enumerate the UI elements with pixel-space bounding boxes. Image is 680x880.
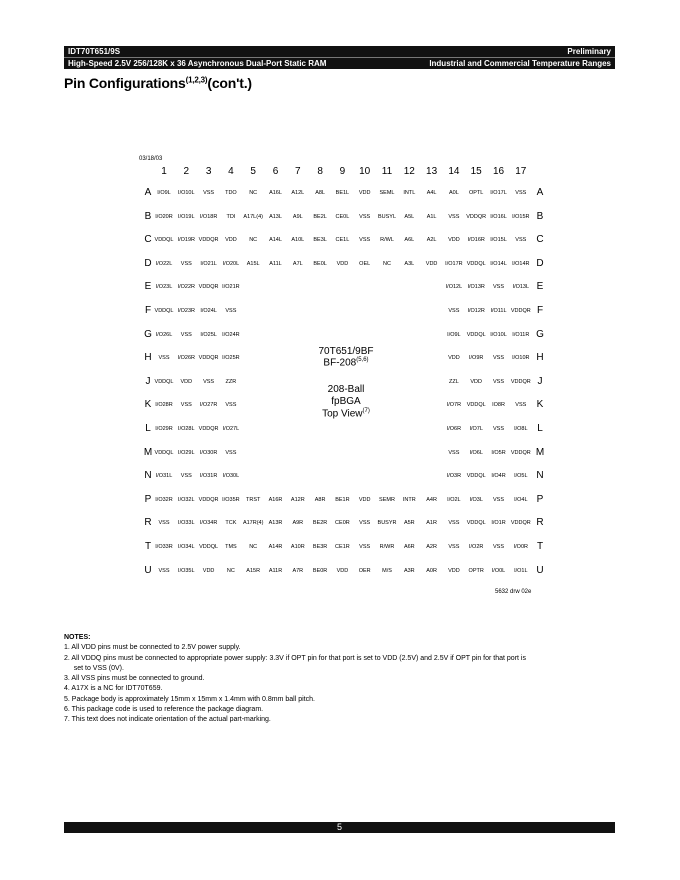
- pin-cell: I/O17R: [445, 260, 463, 267]
- pin-cell: I/O19L: [178, 213, 195, 220]
- pin-cell: OEL: [359, 260, 371, 267]
- pin-cell: VDDQL: [466, 520, 486, 527]
- notes-section: [64, 633, 584, 726]
- row-label-right: R: [536, 517, 544, 529]
- drawing-id: 5632 drw 02e: [495, 589, 532, 595]
- pin-cell: BE1R: [335, 496, 350, 503]
- column-number: 9: [339, 166, 346, 177]
- pin-cell: VSS: [448, 213, 460, 220]
- pin-cell: VSS: [515, 190, 527, 196]
- pin-cell: I/O1L: [514, 567, 528, 574]
- pin-cell: NC: [249, 190, 258, 196]
- pin-cell: A5R: [403, 520, 415, 527]
- pin-cell: I/O30R: [199, 449, 218, 456]
- pin-cell: I/O15R: [512, 213, 530, 220]
- row-label-right: M: [535, 446, 545, 458]
- pin-cell: A13L: [269, 213, 282, 220]
- pin-cell: I/O10L: [178, 190, 195, 196]
- package-type: fpBGA: [331, 396, 361, 407]
- pin-cell: VSS: [359, 213, 371, 220]
- pin-cell: A0L: [448, 190, 459, 196]
- pin-cell: VDDQL: [466, 402, 486, 409]
- row-label-left: G: [144, 328, 152, 340]
- package-code: [252, 357, 440, 368]
- pin-cell: I/O22R: [177, 284, 196, 291]
- pin-cell: TRST: [246, 496, 261, 503]
- view-label: [252, 408, 440, 419]
- pin-cell: VDD: [336, 567, 349, 574]
- note-item: 2. All VDDQ pins must be connected to appropriate power supply: 3.3V if OPT pin for that port is set to VDD (2.5V) and 2.5V if OPT pin for that port is: [64, 654, 526, 662]
- column-number: 10: [359, 166, 371, 177]
- pin-cell: VDDQR: [510, 308, 531, 314]
- pin-cell: VDDQL: [154, 237, 174, 244]
- pin-cell: I/O18R: [199, 213, 218, 220]
- pin-cell: INTL: [403, 190, 416, 196]
- row-label-right: D: [536, 257, 544, 269]
- row-label-right: N: [536, 470, 544, 482]
- pin-cell: IO8R: [492, 402, 505, 409]
- pin-cell: INTR: [402, 496, 416, 503]
- pin-cell: I/O9R: [469, 355, 484, 362]
- title-main: Pin Configurations: [64, 75, 186, 91]
- pin-cell: TDI: [226, 213, 236, 220]
- page-title: [64, 75, 252, 91]
- pin-cell: A1L: [426, 213, 437, 220]
- pin-cell: I/O30L: [222, 473, 240, 480]
- pin-cell: I/O12L: [445, 284, 463, 291]
- pin-cell: I/O12R: [467, 308, 485, 314]
- pin-cell: CE1L: [335, 237, 350, 244]
- row-label-left: T: [144, 541, 152, 552]
- pin-cell: I/O16L: [490, 213, 507, 220]
- device-description: High-Speed 2.5V 256/128K x 36 Asynchronous Dual-Port Static RAM: [68, 59, 327, 68]
- pin-cell: A15L: [246, 260, 260, 267]
- pin-cell: A2L: [426, 237, 437, 244]
- pin-cell: I/O26L: [155, 331, 173, 338]
- pin-cell: TDO: [225, 190, 237, 196]
- row-label-right: H: [536, 352, 544, 364]
- pin-cell: I/O11L: [490, 308, 507, 314]
- pin-cell: A10R: [290, 544, 305, 550]
- pin-cell: VSS: [492, 426, 505, 432]
- pin-cell: TCK: [225, 520, 237, 527]
- note-item: 5. Package body is approximately 15mm x 15mm x 1.4mm with 0.8mm ball pitch.: [64, 695, 315, 703]
- header-bar-bottom: [64, 57, 615, 69]
- note-item: 3. All VSS pins must be connected to ground.: [64, 675, 205, 683]
- header-bar-top: [64, 46, 615, 57]
- pin-cell: VSS: [448, 520, 460, 527]
- row-label-right: G: [536, 328, 544, 340]
- pin-cell: I/O23L: [155, 284, 173, 291]
- pin-cell: VSS: [180, 473, 192, 480]
- row-label-right: J: [537, 375, 543, 387]
- row-label-right: B: [536, 210, 544, 222]
- pin-cell: BE3R: [312, 544, 328, 550]
- pin-cell: I/O29R: [155, 426, 173, 432]
- pin-cell: I/O26R: [177, 355, 196, 362]
- pin-cell: VSS: [492, 544, 505, 550]
- view-label-refs: (7): [362, 408, 370, 414]
- pin-cell: VDD: [336, 260, 349, 267]
- note-item: 7. This text does not indicate orientation of the actual part-marking.: [64, 716, 271, 724]
- row-label-left: M: [143, 446, 153, 458]
- pin-cell: VDDQR: [510, 378, 531, 385]
- pin-cell: I/O33R: [155, 544, 173, 550]
- row-label-left: E: [144, 281, 152, 293]
- pin-cell: VDDQR: [510, 520, 531, 527]
- pin-cell: A2R: [426, 544, 437, 550]
- pin-cell: OPTL: [469, 190, 484, 196]
- pin-cell: OPTR: [468, 567, 484, 574]
- row-label-left: A: [144, 187, 152, 198]
- pin-cell: VDDQR: [198, 355, 219, 362]
- pin-cell: VSS: [515, 237, 527, 244]
- pin-cell: I/O4L: [514, 496, 528, 503]
- pin-cell: I/O34L: [178, 544, 195, 550]
- row-label-right: A: [536, 187, 544, 198]
- pin-cell: CE1R: [335, 544, 350, 550]
- row-label-left: C: [144, 234, 152, 246]
- pin-cell: BE1L: [335, 190, 350, 196]
- pin-cell: I/O1R: [491, 520, 506, 527]
- pin-cell: I/O19R: [177, 237, 196, 244]
- pin-cell: VSS: [180, 402, 192, 409]
- row-label-right: P: [536, 493, 544, 505]
- column-number: 1: [161, 166, 167, 177]
- pin-cell: A5L: [404, 213, 415, 220]
- pin-cell: I/O31R: [199, 473, 218, 480]
- page-number: 5: [64, 822, 615, 833]
- pin-cell: I/O9L: [447, 331, 461, 338]
- pin-cell: I/O6L: [469, 449, 483, 456]
- pin-cell: VDDQR: [198, 496, 219, 503]
- column-number: 14: [448, 166, 460, 177]
- pin-cell: A13R: [268, 520, 283, 527]
- pin-cell: I/O20L: [222, 260, 240, 267]
- pin-cell: VDDQL: [466, 260, 486, 267]
- pin-cell: VDDQR: [466, 213, 487, 220]
- pin-cell: NC: [249, 237, 258, 244]
- pin-cell: VSS: [180, 331, 192, 338]
- column-number: 13: [426, 166, 438, 177]
- pin-cell: I/O14L: [490, 260, 507, 267]
- note-item: 6. This package code is used to reference the package diagram.: [64, 706, 264, 714]
- package-code-text: BF-208: [323, 357, 357, 369]
- row-label-left: U: [144, 564, 152, 576]
- pin-cell: NC: [249, 544, 258, 550]
- pin-cell: A7R: [292, 567, 304, 574]
- pin-cell: VDDQR: [198, 237, 219, 244]
- pin-cell: I/O32L: [178, 496, 195, 503]
- pin-cell: I/O27L: [222, 426, 240, 432]
- pin-cell: A3L: [404, 260, 415, 267]
- row-label-left: J: [145, 375, 151, 387]
- pin-cell: I/O21L: [200, 260, 217, 267]
- pin-cell: I/O5L: [514, 473, 528, 480]
- row-label-left: F: [144, 305, 152, 316]
- pin-cell: I/O32R: [155, 496, 173, 503]
- pin-cell: VSS: [158, 567, 170, 574]
- pin-cell: VSS: [225, 449, 237, 456]
- pin-cell: VDD: [358, 190, 371, 196]
- pin-cell: I/O25L: [200, 331, 217, 338]
- pin-cell: I/O2R: [469, 544, 484, 550]
- note-item: 4. A17X is a NC for IDT70T659.: [64, 685, 163, 693]
- pin-cell: ZZR: [225, 378, 237, 385]
- pin-cell: VDDQR: [198, 284, 219, 291]
- pin-cell: I/O3L: [469, 496, 483, 503]
- pin-cell: I/O8L: [514, 426, 528, 432]
- column-number: 17: [515, 166, 527, 177]
- pin-cell: VSS: [492, 284, 505, 291]
- pin-cell: VDD: [425, 260, 438, 267]
- pin-cell: I/O29L: [178, 449, 195, 456]
- pin-cell: VDDQL: [154, 308, 174, 314]
- pin-cell: VDD: [448, 355, 460, 362]
- pin-cell: I/O3R: [446, 473, 462, 480]
- pin-cell: I/O20R: [155, 213, 173, 220]
- pin-cell: VSS: [492, 355, 505, 362]
- pin-cell: A9L: [292, 213, 303, 220]
- row-label-left: N: [144, 470, 152, 482]
- pin-cell: I/O27R: [199, 402, 218, 409]
- pin-cell: I/O21R: [222, 284, 240, 291]
- pin-cell: BE0L: [313, 260, 327, 267]
- part-number: IDT70T651/9S: [68, 47, 121, 56]
- pin-cell: VDDQL: [466, 473, 486, 480]
- pin-cell: VDD: [448, 237, 460, 244]
- pin-cell: A3R: [403, 567, 415, 574]
- note-item: set to VSS (0V).: [64, 664, 124, 672]
- pin-cell: A6L: [404, 237, 415, 244]
- pin-cell: A16L: [269, 190, 282, 196]
- column-number: 8: [317, 166, 323, 177]
- pin-cell: I/O2L: [447, 496, 461, 503]
- column-number: 7: [295, 166, 301, 177]
- row-label-right: K: [536, 399, 544, 411]
- pin-cell: VSS: [225, 402, 237, 409]
- row-label-right: T: [536, 541, 544, 552]
- row-label-left: P: [144, 493, 152, 505]
- pin-cell: SEML: [379, 190, 395, 196]
- pin-cell: A17L(4): [243, 213, 263, 220]
- pin-cell: A14L: [269, 237, 282, 244]
- pin-cell: BE2L: [313, 213, 327, 220]
- pin-cell: VDDQL: [466, 331, 486, 338]
- pin-cell: VSS: [448, 449, 460, 456]
- row-label-left: H: [144, 352, 152, 364]
- pin-cell: VDDQL: [154, 449, 174, 456]
- package-code-refs: (5,6): [356, 357, 369, 363]
- pin-cell: VSS: [180, 260, 192, 267]
- pin-cell: BUSYL: [377, 213, 397, 220]
- row-label-left: R: [144, 517, 152, 529]
- column-number: 15: [470, 166, 482, 177]
- pin-cell: VSS: [158, 355, 170, 362]
- pin-cell: I/O28L: [178, 426, 195, 432]
- pin-cell: VSS: [492, 378, 505, 385]
- pin-cell: I/O5R: [491, 449, 506, 456]
- pin-cell: A15R: [246, 567, 261, 574]
- note-item: 1. All VDD pins must be connected to 2.5V power supply.: [64, 644, 241, 652]
- pin-cell: I/O0L: [491, 567, 506, 574]
- pin-cell: R/WR: [379, 544, 395, 550]
- title-refs: (1,2,3): [185, 75, 208, 85]
- pin-cell: I/O9L: [157, 190, 171, 196]
- pin-cell: TMS: [225, 544, 237, 550]
- pin-cell: I/O6R: [446, 426, 462, 432]
- column-number: 4: [228, 166, 234, 177]
- pin-cell: R/WL: [380, 237, 394, 244]
- pin-cell: I/O16R: [467, 237, 485, 244]
- pin-cell: VDDQR: [510, 449, 531, 456]
- row-label-right: F: [536, 305, 544, 316]
- pin-cell: A17R(4): [242, 520, 264, 527]
- pin-cell: A4R: [426, 496, 437, 503]
- pin-cell: VDD: [225, 237, 237, 244]
- pin-cell: VSS: [448, 544, 460, 550]
- status-label: Preliminary: [567, 47, 611, 56]
- pin-cell: I/O13R: [467, 284, 485, 291]
- pin-cell: A7L: [292, 260, 303, 267]
- pin-cell: OER: [358, 567, 371, 574]
- title-suffix: (con't.): [207, 75, 252, 91]
- pin-cell: I/O0R: [513, 544, 528, 550]
- pin-cell: VSS: [359, 544, 371, 550]
- pin-cell: VDD: [470, 378, 482, 385]
- pin-cell: ZZL: [449, 378, 459, 385]
- pin-cell: I/O4R: [491, 473, 506, 480]
- column-number: 12: [403, 166, 415, 177]
- package-part: 70T651/9BF: [318, 346, 374, 357]
- pin-cell: VSS: [203, 190, 215, 196]
- pin-cell: VSS: [448, 308, 460, 314]
- pin-cell: I/O15L: [490, 237, 507, 244]
- pin-cell: VDDQR: [198, 426, 219, 432]
- pin-cell: I/O10R: [512, 355, 530, 362]
- pin-cell: BUSYR: [377, 520, 397, 527]
- pin-cell: I/O25R: [222, 355, 240, 362]
- pin-cell: I/O13L: [512, 284, 530, 291]
- notes-heading: NOTES:: [64, 634, 91, 641]
- pin-cell: A4L: [426, 190, 437, 196]
- column-number: 11: [381, 166, 393, 177]
- pin-cell: M/S: [382, 567, 392, 574]
- pin-cell: CE0R: [335, 520, 350, 527]
- pin-cell: I/O35R: [222, 496, 240, 503]
- pin-cell: I/O11R: [512, 331, 530, 338]
- pin-cell: I/O35L: [178, 567, 195, 574]
- row-label-left: K: [144, 399, 152, 411]
- pin-cell: I/O34R: [199, 520, 218, 527]
- pin-cell: NC: [226, 567, 235, 574]
- pin-cell: VDDQL: [154, 378, 174, 385]
- pin-cell: BE0R: [312, 567, 328, 574]
- pin-cell: A9R: [292, 520, 304, 527]
- row-label-right: E: [536, 281, 544, 293]
- row-label-left: D: [144, 257, 152, 269]
- row-label-left: L: [145, 423, 151, 434]
- pin-cell: I/O28R: [155, 402, 173, 409]
- pin-cell: A8L: [315, 190, 325, 196]
- column-number: 5: [250, 166, 256, 177]
- pin-cell: BE3L: [313, 237, 327, 244]
- package-center: [252, 278, 440, 476]
- column-number: 3: [205, 166, 212, 177]
- pin-cell: CE0L: [335, 213, 350, 220]
- pin-cell: VSS: [225, 308, 237, 314]
- pin-cell: A0R: [426, 567, 437, 574]
- pin-cell: A1R: [426, 520, 437, 527]
- pin-cell: VSS: [492, 496, 505, 503]
- pin-cell: VSS: [203, 378, 215, 385]
- pin-cell: A12R: [290, 496, 305, 503]
- pin-cell: VDD: [358, 496, 371, 503]
- pin-cell: A6R: [403, 544, 415, 550]
- pin-cell: A12L: [291, 190, 305, 196]
- pin-cell: I/O22L: [155, 260, 173, 267]
- pin-cell: BE2R: [312, 520, 328, 527]
- diagram-date: 03/18/03: [139, 156, 163, 162]
- row-label-right: C: [536, 234, 544, 246]
- pin-cell: VSS: [359, 520, 371, 527]
- column-number: 6: [272, 166, 279, 177]
- pin-cell: I/O23R: [177, 308, 196, 314]
- pin-cell: A10L: [291, 237, 305, 244]
- pin-cell: A16R: [268, 496, 283, 503]
- pin-cell: I/O10L: [490, 331, 507, 338]
- pin-cell: I/O33L: [178, 520, 195, 527]
- pin-cell: I/O17L: [490, 190, 507, 196]
- pin-cell: VSS: [359, 237, 371, 244]
- pin-cell: I/O24L: [200, 308, 217, 314]
- pin-cell: A11L: [269, 260, 282, 267]
- pin-cell: I/O7R: [446, 402, 462, 409]
- pin-cell: NC: [383, 260, 391, 267]
- pin-cell: A14R: [268, 544, 283, 550]
- ball-count: 208-Ball: [327, 384, 365, 395]
- pin-cell: A11R: [268, 567, 283, 574]
- column-number: 16: [492, 166, 505, 177]
- pin-cell: VDD: [202, 567, 215, 574]
- temperature-range: Industrial and Commercial Temperature Ranges: [429, 59, 611, 68]
- row-label-right: U: [536, 564, 544, 576]
- pin-cell: A8R: [314, 496, 326, 503]
- pin-cell: I/O31L: [155, 473, 173, 480]
- pin-cell: VDD: [448, 567, 460, 574]
- pin-cell: VSS: [158, 520, 170, 527]
- column-number: 2: [183, 166, 190, 177]
- row-label-left: B: [144, 210, 152, 222]
- view-label-text: Top View: [322, 408, 363, 420]
- pin-cell: I/O24R: [222, 331, 240, 338]
- pin-cell: I/O14R: [512, 260, 530, 267]
- pin-cell: SEMR: [379, 496, 395, 503]
- row-label-right: L: [537, 423, 543, 434]
- pin-cell: VSS: [515, 402, 527, 409]
- pin-cell: VDD: [180, 378, 193, 385]
- pin-cell: VDDQL: [199, 544, 219, 550]
- pin-cell: I/O7L: [469, 426, 483, 432]
